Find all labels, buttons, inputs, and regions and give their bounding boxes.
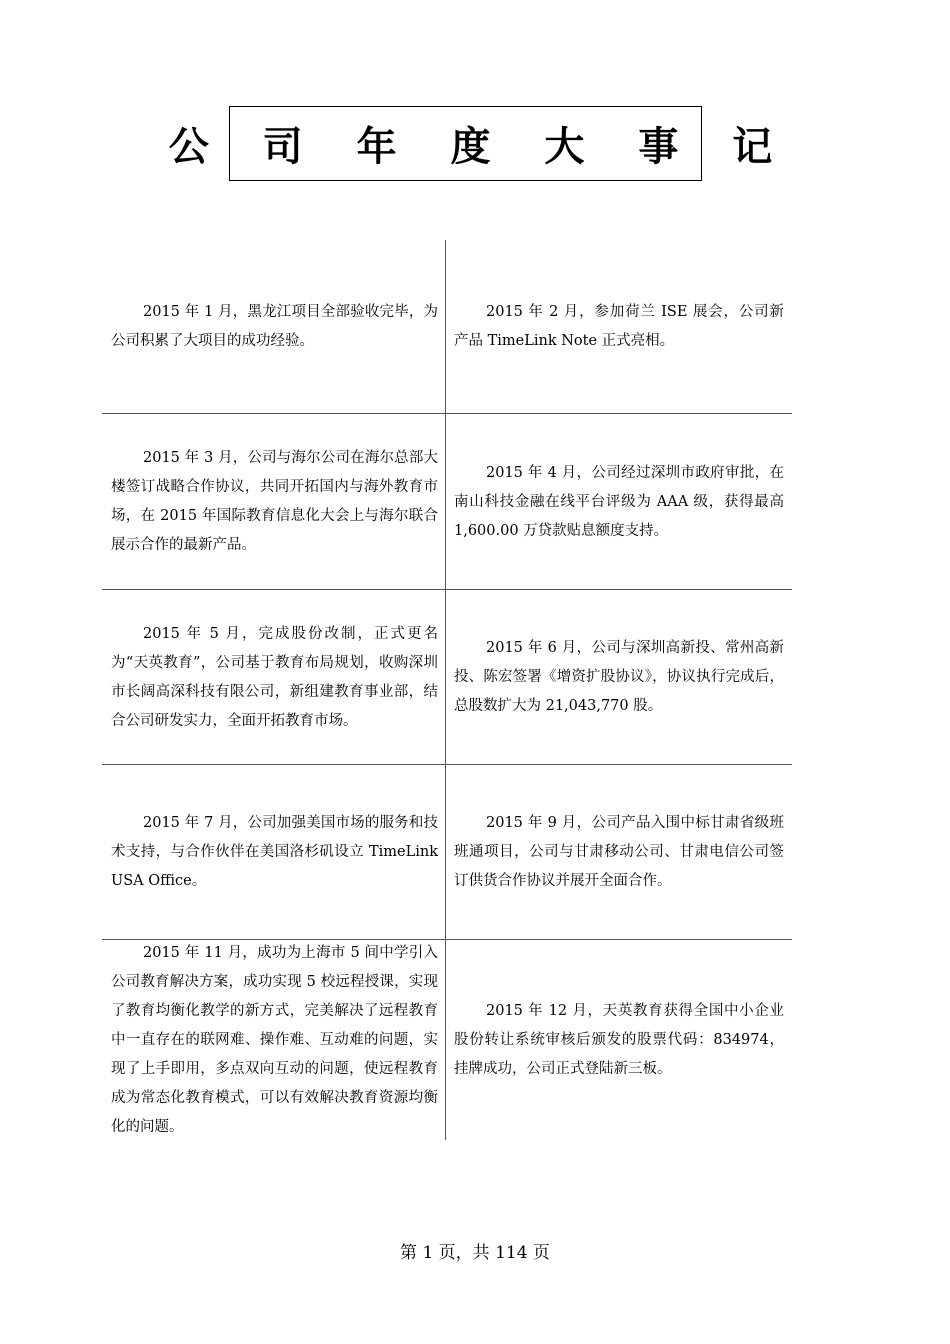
- event-2015-03: 2015 年 3 月，公司与海尔公司在海尔总部大楼签订战略合作协议，共同开拓国内与海外教育市场，在 2015 年国际教育信息化大会上与海尔联合展示合作的最新产品。: [111, 450, 438, 553]
- event-2015-06: 2015 年 6 月，公司与深圳高新投、常州高新投、陈宏签署《增资扩股协议》，协议执行完成后，总股数扩大为 21,043,770 股。: [454, 640, 784, 714]
- table-row-divider: [102, 589, 792, 590]
- event-2015-12: 2015 年 12 月，天英教育获得全国中小企业股份转让系统审核后颁发的股票代码：834974，挂牌成功，公司正式登陆新三板。: [454, 1003, 784, 1077]
- event-2015-02: 2015 年 2 月，参加荷兰 ISE 展会，公司新产品 TimeLink Note 正式亮相。: [454, 304, 784, 349]
- event-2015-04: 2015 年 4 月，公司经过深圳市政府审批，在南山科技金融在线平台评级为 AAA 级，获得最高 1,600.00 万贷款贴息额度支持。: [454, 465, 784, 539]
- event-2015-11: 2015 年 11 月，成功为上海市 5 间中学引入公司教育解决方案，成功实现 5 校远程授课，实现了教育均衡化教学的新方式，完美解决了远程教育中一直存在的联网难、操作难、互动难的问题，实现了上手即用，多点双向互动的问题，使远程教育成为常态化教育模式，可以有效解决教育资源均衡化的问题。: [111, 945, 438, 1135]
- table-row-divider: [102, 764, 792, 765]
- event-2015-09: 2015 年 9 月，公司产品入围中标甘肃省级班班通项目，公司与甘肃移动公司、甘肃电信公司签订供货合作协议并展开全面合作。: [454, 815, 784, 889]
- table-row-divider: [102, 413, 792, 414]
- event-2015-07: 2015 年 7 月，公司加强美国市场的服务和技术支持，与合作伙伴在美国洛杉矶设立 TimeLink USA Office。: [111, 815, 438, 889]
- event-2015-01: 2015 年 1 月，黑龙江项目全部验收完毕，为公司积累了大项目的成功经验。: [111, 304, 438, 349]
- table-divider-vertical: [445, 240, 446, 1140]
- event-2015-05: 2015 年 5 月，完成股份改制，正式更名为“天英教育”，公司基于教育布局规划，收购深圳市长阔高深科技有限公司，新组建教育事业部，结合公司研发实力，全面开拓教育市场。: [111, 626, 438, 729]
- title-box: [168, 106, 793, 181]
- page-title: 公 司 年 度 大 事 记: [168, 124, 793, 170]
- page-footer: 第 1 页，共 114 页: [400, 1243, 550, 1263]
